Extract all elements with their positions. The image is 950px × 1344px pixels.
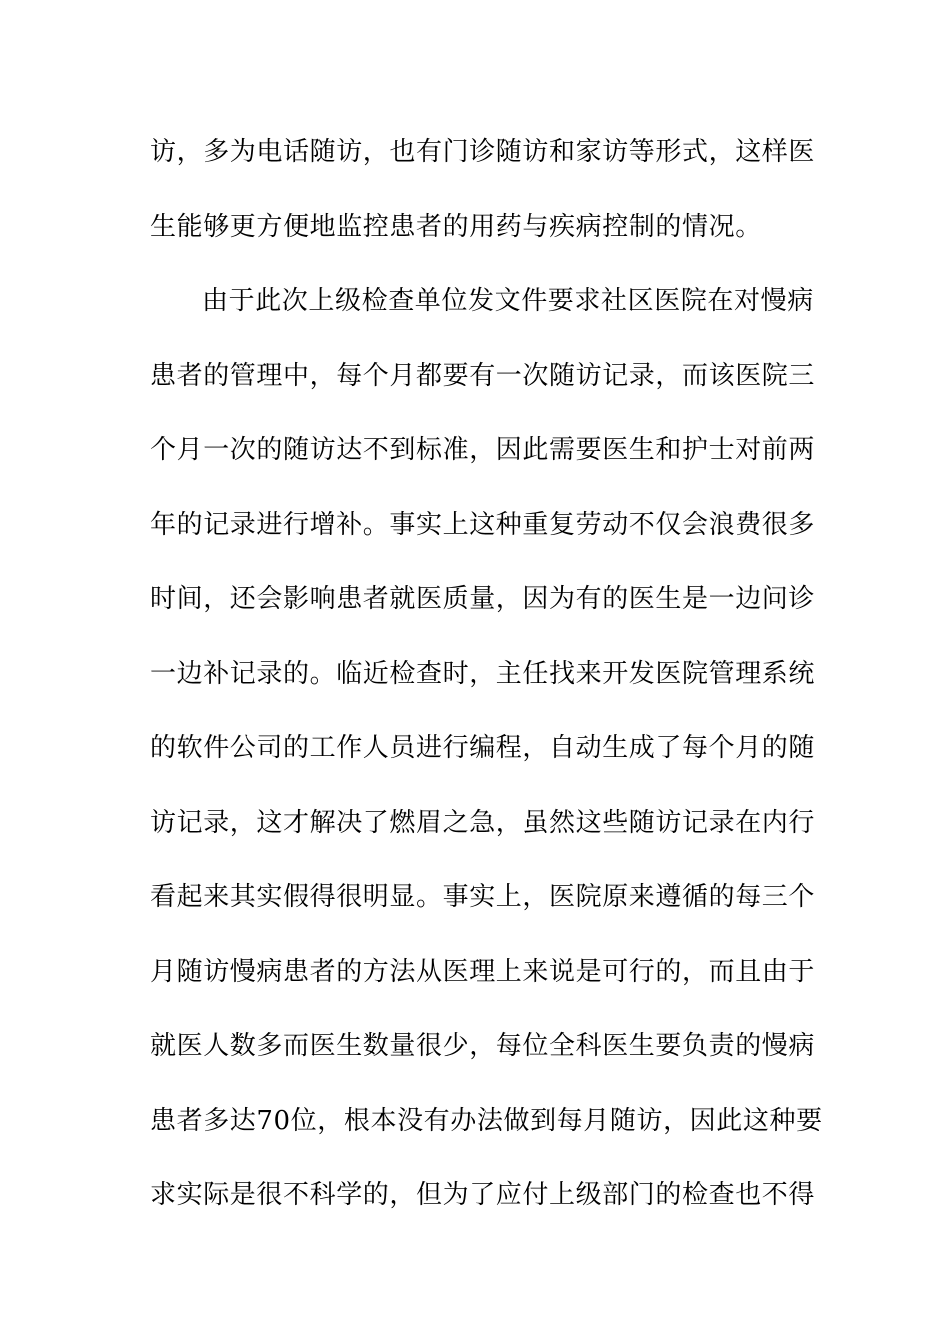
text-line-9: 的软件公司的工作人员进行编程，自动生成了每个月的随 (150, 733, 816, 763)
text-line-4: 患者的管理中，每个月都要有一次随访记录，而该医院三 (150, 360, 816, 391)
text-line-7: 时间，还会影响患者就医质量，因为有的医生是一边问诊 (150, 584, 816, 614)
text-line-8: 一边补记录的。临近检查时，主任找来开发医院管理系统 (150, 658, 816, 689)
text-line-5: 个月一次的随访达不到标准，因此需要医生和护士对前两 (150, 435, 816, 465)
text-line-3-paragraph-start: 由于此次上级检查单位发文件要求社区医院在对慢病 (202, 286, 814, 316)
text-line-1: 访，多为电话随访，也有门诊随访和家访等形式，这样医 (150, 137, 816, 167)
text-line-11: 看起来其实假得很明显。事实上，医院原来遵循的每三个 (150, 882, 816, 912)
text-line-2: 生能够更方便地监控患者的用药与疾病控制的情况。 (150, 211, 762, 242)
text-line-13: 就医人数多而医生数量很少，每位全科医生要负责的慢病 (150, 1031, 816, 1061)
text-line-14: 患者多达70位，根本没有办法做到每月随访，因此这种要 (150, 1105, 823, 1136)
text-line-15: 求实际是很不科学的，但为了应付上级部门的检查也不得 (150, 1180, 816, 1210)
text-line-12: 月随访慢病患者的方法从医理上来说是可行的，而且由于 (150, 956, 816, 987)
text-line-10: 访记录，这才解决了燃眉之急，虽然这些随访记录在内行 (150, 807, 816, 838)
body-text (150, 126, 823, 1244)
text-line-6: 年的记录进行增补。事实上这种重复劳动不仅会浪费很多 (150, 509, 816, 540)
